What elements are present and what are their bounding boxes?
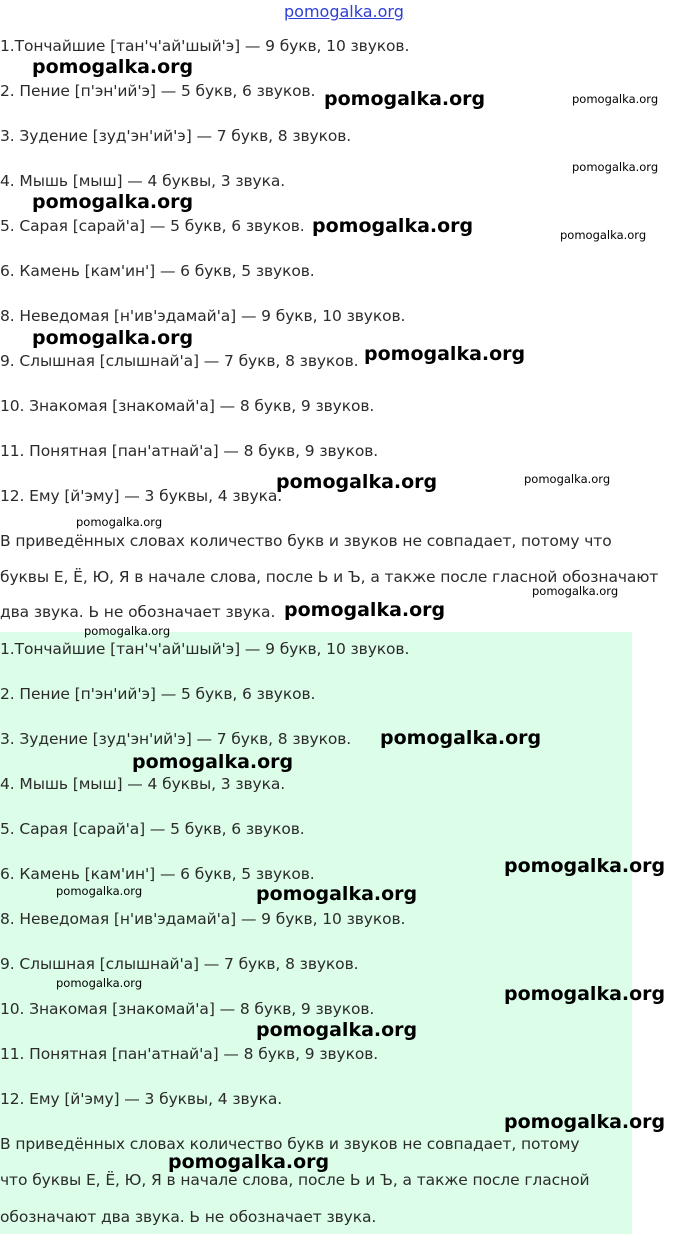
watermark: pomogalka.org [324,88,486,110]
section2-line-3: 3. Зудение [зуд'эн'ий'э] — 7 букв, 8 звуков. [0,730,352,748]
section1-line-5: 5. Сарая [сарай'а] — 5 букв, 6 звуков. [0,217,305,235]
site-link[interactable]: pomogalka.org [284,2,404,21]
watermark: pomogalka.org [504,983,666,1005]
watermark: pomogalka.org [56,884,143,898]
section1-line-11: 12. Ему [й'эму] — 3 буквы, 4 звука. [0,487,283,505]
watermark: pomogalka.org [84,624,171,638]
watermark: pomogalka.org [364,343,526,365]
section2-explanation-2: что буквы Е, Ё, Ю, Я в начале слова, после Ь и Ъ, а также после гласной [0,1171,590,1189]
section2-line-2: 2. Пение [п'эн'ий'э] — 5 букв, 6 звуков. [0,685,316,703]
section2-line-5: 5. Сарая [сарай'а] — 5 букв, 6 звуков. [0,820,305,838]
watermark: pomogalka.org [32,191,194,213]
section2-line-10: 11. Понятная [пан'атнай'а] — 8 букв, 9 звуков. [0,1045,379,1063]
watermark: pomogalka.org [504,1111,666,1133]
section1-line-8: 9. Слышная [слышнай'а] — 7 букв, 8 звуков. [0,352,359,370]
section1-line-3: 3. Зудение [зуд'эн'ий'э] — 7 букв, 8 звуков. [0,127,352,145]
section2-line-7: 8. Неведомая [н'ив'эдамай'а] — 9 букв, 10 звуков. [0,910,406,928]
section1-line-10: 11. Понятная [пан'атнай'а] — 8 букв, 9 звуков. [0,442,379,460]
watermark: pomogalka.org [284,599,446,621]
section2-line-8: 9. Слышная [слышнай'а] — 7 букв, 8 звуков. [0,955,359,973]
watermark: pomogalka.org [504,855,666,877]
watermark: pomogalka.org [32,327,194,349]
section1-line-7: 8. Неведомая [н'ив'эдамай'а] — 9 букв, 10 звуков. [0,307,406,325]
section1-line-4: 4. Мышь [мыш] — 4 буквы, 3 звука. [0,172,286,190]
section2-line-11: 12. Ему [й'эму] — 3 буквы, 4 звука. [0,1090,283,1108]
section2-explanation-1: В приведённых словах количество букв и звуков не совпадает, потому [0,1135,580,1153]
watermark: pomogalka.org [524,472,611,486]
section2-explanation-3: обозначают два звука. Ь не обозначает звука. [0,1208,377,1226]
watermark: pomogalka.org [572,92,659,106]
watermark: pomogalka.org [76,515,163,529]
section1-line-1: 1.Тончайшие [тан'ч'ай'шый'э] — 9 букв, 10 звуков. [0,37,410,55]
section2-line-6: 6. Камень [кам'ин'] — 6 букв, 5 звуков. [0,865,315,883]
section1-explanation-3: два звука. Ь не обозначает звука. [0,603,276,621]
watermark: pomogalka.org [256,883,418,905]
section1-explanation-1: В приведённых словах количество букв и звуков не совпадает, потому что [0,532,612,550]
section1-line-9: 10. Знакомая [знакомай'а] — 8 букв, 9 звуков. [0,397,375,415]
watermark: pomogalka.org [312,215,474,237]
watermark: pomogalka.org [256,1019,418,1041]
watermark: pomogalka.org [32,56,194,78]
watermark: pomogalka.org [56,976,143,990]
section2-line-4: 4. Мышь [мыш] — 4 буквы, 3 звука. [0,775,286,793]
watermark: pomogalka.org [380,727,542,749]
watermark: pomogalka.org [532,584,619,598]
watermark: pomogalka.org [572,160,659,174]
watermark: pomogalka.org [132,751,294,773]
watermark: pomogalka.org [168,1151,330,1173]
section1-line-2: 2. Пение [п'эн'ий'э] — 5 букв, 6 звуков. [0,82,316,100]
watermark: pomogalka.org [276,471,438,493]
section2-line-9: 10. Знакомая [знакомай'а] — 8 букв, 9 звуков. [0,1000,375,1018]
section1-line-6: 6. Камень [кам'ин'] — 6 букв, 5 звуков. [0,262,315,280]
section2-line-1: 1.Тончайшие [тан'ч'ай'шый'э] — 9 букв, 10 звуков. [0,640,410,658]
watermark: pomogalka.org [560,228,647,242]
section1-explanation-2: буквы Е, Ё, Ю, Я в начале слова, после Ь и Ъ, а также после гласной обозначают [0,568,659,586]
